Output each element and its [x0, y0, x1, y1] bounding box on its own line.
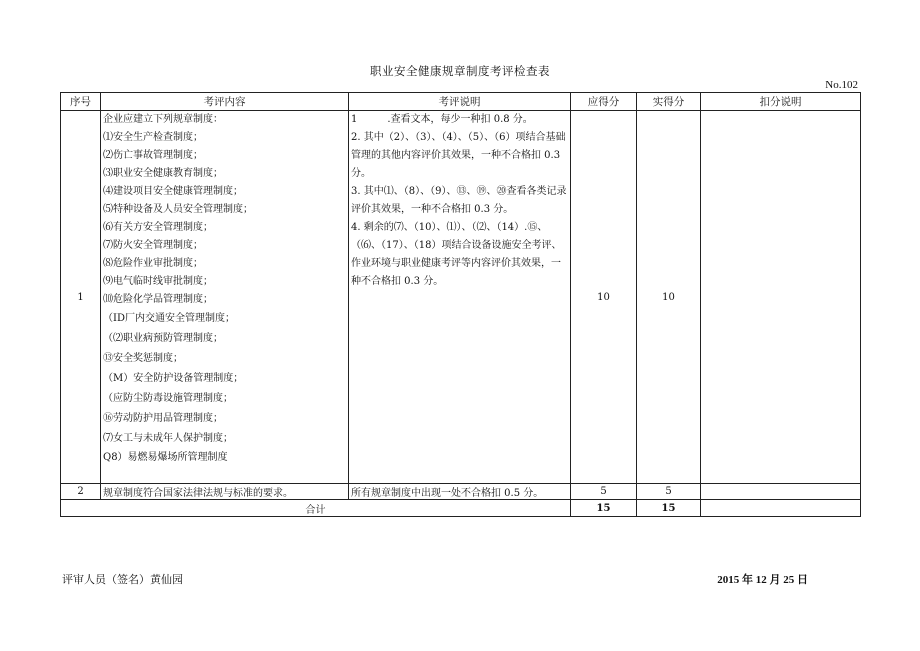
content-line: ⑺防火安全管理制度； — [103, 240, 203, 251]
table-row — [61, 484, 861, 500]
reviewer-signature: 评审人员（签名）黄仙园 — [62, 573, 183, 586]
description-line: 1 .查看文本，每少一种扣 0.8 分。 — [351, 114, 533, 125]
score-got: 5 — [637, 484, 701, 500]
table-row — [61, 111, 861, 484]
header-score-due: 应得分 — [571, 93, 637, 111]
header-description: 考评说明 — [349, 93, 571, 111]
header-no: 序号 — [61, 93, 101, 111]
total-deduct-note — [701, 500, 861, 517]
description-line: 4. 剩余的⑺、（10）、⑴）、（⑵、（14）.⑮、（⑹、（17）、（18）项结合设备设施安全考评、作业环境与职业健康考评等内容评价其效果，一种不合格扣 0.3 分。 — [351, 222, 562, 287]
content-line: ⑵伤亡事故管理制度； — [103, 150, 203, 161]
row-number: 1 — [61, 111, 101, 484]
total-label: 合计 — [61, 500, 571, 517]
score-due: 5 — [571, 484, 637, 500]
content-line: ⑻危险作业审批制度； — [103, 258, 203, 269]
content-line: ⑴安全生产检查制度； — [103, 132, 203, 143]
content-line: ⑬安全奖惩制度； — [103, 353, 183, 364]
content-line: （ID厂内交通安全管理制度； — [103, 313, 235, 324]
table-header-row — [61, 93, 861, 111]
content-cell — [101, 484, 349, 500]
page-title: 职业安全健康规章制度考评检查表 — [370, 64, 550, 78]
content-line: ⑯劳动防护用品管理制度； — [103, 413, 223, 424]
header-score-got: 实得分 — [637, 93, 701, 111]
description-line: 3. 其中⑴、（8）、（9）、⑬、⑲、⑳查看各类记录评价其效果，一种不合格扣 0.3 分。 — [351, 186, 567, 215]
evaluation-table — [60, 92, 861, 517]
description-cell — [349, 111, 571, 484]
total-score-due: 15 — [571, 500, 637, 517]
content-line: （应防尘防毒设施管理制度； — [103, 393, 233, 404]
score-due: 10 — [571, 111, 637, 484]
content-cell — [101, 111, 349, 484]
content-line: ⑼电气临时线审批制度； — [103, 276, 213, 287]
review-date: 2015 年 12 月 25 日 — [717, 574, 808, 586]
content-line: 规章制度符合国家法律法规与标准的要求。 — [103, 488, 293, 499]
description-cell — [349, 484, 571, 500]
deduct-note — [701, 111, 861, 484]
row-number: 2 — [61, 484, 101, 500]
score-got: 10 — [637, 111, 701, 484]
total-score-got: 15 — [637, 500, 701, 517]
header-deduct-note: 扣分说明 — [701, 93, 861, 111]
document-number: No.102 — [825, 79, 858, 91]
content-line: ⑺女工与未成年人保护制度； — [103, 433, 233, 444]
content-line: ⑽危险化学品管理制度； — [103, 294, 213, 305]
content-line: （⑵职业病预防管理制度； — [103, 333, 223, 344]
header-content: 考评内容 — [101, 93, 349, 111]
deduct-note — [701, 484, 861, 500]
content-line: ⑷建设项目安全健康管理制度； — [103, 186, 243, 197]
content-line: ⑹有关方安全管理制度； — [103, 222, 213, 233]
content-line: ⑸特种设备及人员安全管理制度； — [103, 204, 253, 215]
description-line: 2. 其中（2）、（3）、（4）、（5）、（6）项结合基础管理的其他内容评价其效果，一种不合格扣 0.3 分。 — [351, 132, 566, 179]
description-line: 所有规章制度中出现一处不合格扣 0.5 分。 — [351, 488, 544, 499]
content-line: 企业应建立下列规章制度： — [103, 114, 223, 125]
total-row — [61, 500, 861, 517]
content-line: ⑶职业安全健康教育制度； — [103, 168, 223, 179]
content-line: Q8）易燃易爆场所管理制度 — [103, 452, 228, 463]
content-line: （M）安全防护设备管理制度； — [103, 373, 244, 384]
